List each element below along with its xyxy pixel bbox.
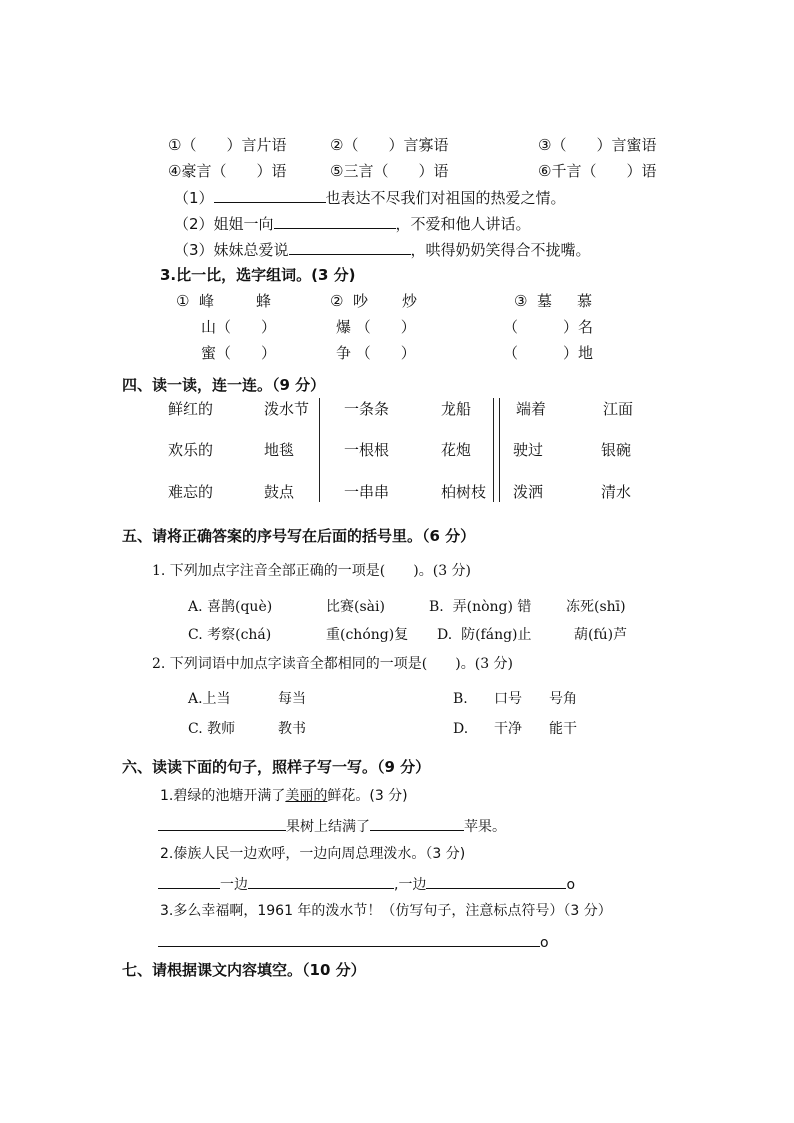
option-d-2: 能干 (549, 721, 577, 737)
word-blank[interactable]: 蜜（ ） (201, 344, 277, 362)
option-d[interactable]: D. (453, 721, 469, 737)
match-word[interactable]: 欢乐的 (168, 441, 214, 459)
match-word[interactable]: 花炮 (441, 441, 472, 459)
practice-3: o (158, 932, 549, 952)
column-divider (319, 398, 320, 502)
answer-blank[interactable] (248, 874, 394, 889)
char-head: ② 吵 (330, 292, 368, 310)
column-divider (499, 398, 500, 502)
option-d-1: 干净 (494, 721, 522, 737)
answer-blank[interactable] (289, 240, 411, 255)
match-word[interactable]: 一根根 (344, 441, 390, 459)
match-word[interactable]: 驶过 (513, 441, 544, 459)
fill-sentence-3: （3）妹妹总爱说 ，哄得奶奶笑得合不拢嘴。 (174, 241, 591, 259)
char-head: 炒 (402, 292, 418, 310)
answer-blank[interactable] (274, 214, 396, 229)
idiom-5: ⑤三言（ ）语 (330, 162, 449, 180)
option-a[interactable]: A. 喜鹊(què) (188, 599, 273, 615)
match-word[interactable]: 地毯 (264, 441, 295, 459)
section-5-title: 五、请将正确答案的序号写在后面的括号里。（6 分） (122, 527, 476, 545)
option-b-2: 冻死(shī) (566, 599, 626, 615)
fill-sentence-1: （1） 也表达不尽我们对祖国的热爱之情。 (174, 189, 566, 207)
option-b[interactable]: B. (453, 691, 468, 707)
idiom-1: ①（ ）言片语 (168, 136, 287, 154)
option-c-2: 教书 (278, 721, 306, 737)
word-blank[interactable]: 山（ ） (201, 318, 277, 336)
answer-blank[interactable] (370, 816, 464, 831)
match-word[interactable]: 一条条 (344, 400, 390, 418)
match-word[interactable]: 泼洒 (513, 483, 544, 501)
idiom-3: ③（ ）言蜜语 (538, 136, 657, 154)
char-head: 慕 (577, 292, 593, 310)
char-head: ③ 墓 (514, 292, 552, 310)
match-word[interactable]: 端着 (516, 400, 547, 418)
fill-sentence-2: （2）姐姐一向 ，不爱和他人讲话。 (174, 215, 531, 233)
question-5-2: 2. 下列词语中加点字读音全都相同的一项是( )。(3 分) (152, 656, 514, 672)
option-c-2: 重(chóng)复 (326, 627, 409, 643)
option-c[interactable]: C. 考察(chá) (188, 627, 272, 643)
compare-title: 3.比一比，选字组词。(3 分) (160, 266, 356, 284)
match-word[interactable]: 江面 (603, 400, 634, 418)
option-b-1: 口号 (494, 691, 522, 707)
idiom-2: ②（ ）言寡语 (330, 136, 449, 154)
example-2: 2.傣族人民一边欢呼，一边向周总理泼水。（3 分) (160, 846, 466, 862)
idiom-4: ④豪言（ ）语 (168, 162, 287, 180)
match-word[interactable]: 一串串 (344, 483, 390, 501)
question-5-1: 1. 下列加点字注音全部正确的一项是( )。(3 分) (152, 563, 472, 579)
column-divider (493, 398, 494, 502)
char-head: 蜂 (256, 292, 272, 310)
idiom-6: ⑥千言（ ）语 (538, 162, 657, 180)
section-4-title: 四、读一读，连一连。（9 分） (122, 376, 326, 394)
option-d-2: 葫(fú)芦 (574, 627, 628, 643)
match-word[interactable]: 难忘的 (168, 483, 214, 501)
practice-2: 一边 ,一边 o (158, 874, 575, 894)
word-blank[interactable]: （ ）地 (503, 344, 594, 362)
option-b[interactable]: B. 弄(nòng) 错 (429, 599, 532, 615)
match-word[interactable]: 银碗 (601, 441, 632, 459)
option-a[interactable]: A.上当 (188, 691, 231, 707)
answer-blank[interactable] (158, 932, 540, 947)
section-6-title: 六、读读下面的句子，照样子写一写。（9 分） (122, 758, 431, 776)
answer-blank[interactable] (158, 874, 220, 889)
match-word[interactable]: 清水 (601, 483, 632, 501)
option-a-2: 比赛(sài) (326, 599, 385, 615)
practice-1: 果树上结满了 苹果。 (158, 816, 506, 836)
match-word[interactable]: 泼水节 (264, 400, 310, 418)
answer-blank[interactable] (426, 874, 566, 889)
option-c[interactable]: C. 教师 (188, 721, 236, 737)
answer-blank[interactable] (158, 816, 286, 831)
match-word[interactable]: 柏树枝 (441, 483, 487, 501)
option-d[interactable]: D. 防(fáng)止 (437, 627, 532, 643)
match-word[interactable]: 龙船 (441, 400, 472, 418)
word-blank[interactable]: 爆 （ ） (336, 318, 416, 336)
word-blank[interactable]: （ ）名 (503, 318, 594, 336)
example-1: 1.碧绿的池塘开满了美丽的鲜花。(3 分) (160, 788, 408, 804)
option-a-2: 每当 (278, 691, 306, 707)
char-head: ① 峰 (176, 292, 214, 310)
match-word[interactable]: 鼓点 (264, 483, 295, 501)
example-3: 3.多么幸福啊，1961 年的泼水节！（仿写句子，注意标点符号）（3 分） (160, 903, 612, 919)
option-b-2: 号角 (549, 691, 577, 707)
answer-blank[interactable] (214, 188, 326, 203)
section-7-title: 七、请根据课文内容填空。（10 分） (122, 961, 366, 979)
word-blank[interactable]: 争 （ ） (336, 344, 416, 362)
match-word[interactable]: 鲜红的 (168, 400, 214, 418)
